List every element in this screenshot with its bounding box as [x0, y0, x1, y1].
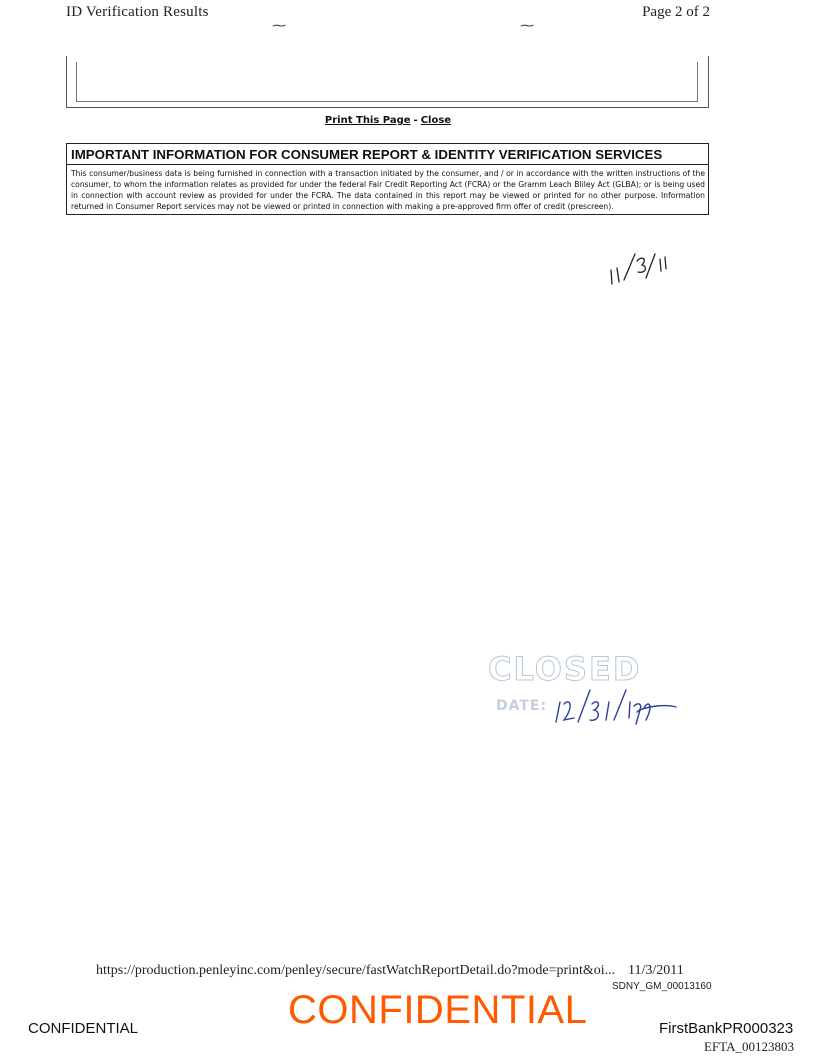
confidential-stamp: CONFIDENTIAL: [288, 988, 588, 1032]
bates-number-sdny: SDNY_GM_00013160: [612, 981, 712, 992]
link-separator: -: [413, 115, 418, 126]
confidential-label: CONFIDENTIAL: [28, 1020, 139, 1037]
efta-number: EFTA_00123803: [704, 1039, 794, 1054]
page-header-title: ID Verification Results: [66, 4, 209, 20]
notice-title: IMPORTANT INFORMATION FOR CONSUMER REPORT & IDENTITY VERIFICATION SERVICES: [67, 144, 708, 165]
close-link[interactable]: Close: [420, 115, 452, 126]
print-date: 11/3/2011: [628, 963, 684, 978]
source-url: https://production.penleyinc.com/penley/secure/fastWatchReportDetail.do?mode=print&oi...: [96, 963, 616, 978]
handwritten-date-note: [604, 248, 704, 298]
notice-body: This consumer/business data is being furnished in connection with a transaction initiated by the consumer, and / or in accordance with the written instructions of the consumer, to whom the information relates as provided for under the federal Fair Credit Reporting Act (FCRA) or the Gramm Leach Bliley Act (GLBA); or is being used in connection with account review as provided for under the FCRA. The data contained in this report may be viewed or printed for no other purpose. Information returned in Consumer Report services may not be viewed or printed in connection with making a pre-approved firm offer of credit (prescreen).: [71, 169, 705, 211]
closed-stamp: [468, 650, 678, 730]
consumer-report-notice: [66, 143, 709, 215]
scan-mark: ⁓: [520, 19, 534, 34]
page-indicator: Page 2 of 2: [642, 4, 710, 20]
print-page-link[interactable]: Print This Page: [324, 115, 411, 126]
page-actions: [0, 115, 776, 126]
scan-mark: ⁓: [272, 19, 286, 34]
bates-number-firstbank: FirstBankPR000323: [659, 1020, 794, 1037]
stamp-handwritten-date: [548, 680, 678, 730]
report-frame-inner: [76, 62, 698, 102]
stamp-status: CLOSED: [488, 650, 642, 688]
stamp-date-label: DATE:: [496, 698, 548, 714]
